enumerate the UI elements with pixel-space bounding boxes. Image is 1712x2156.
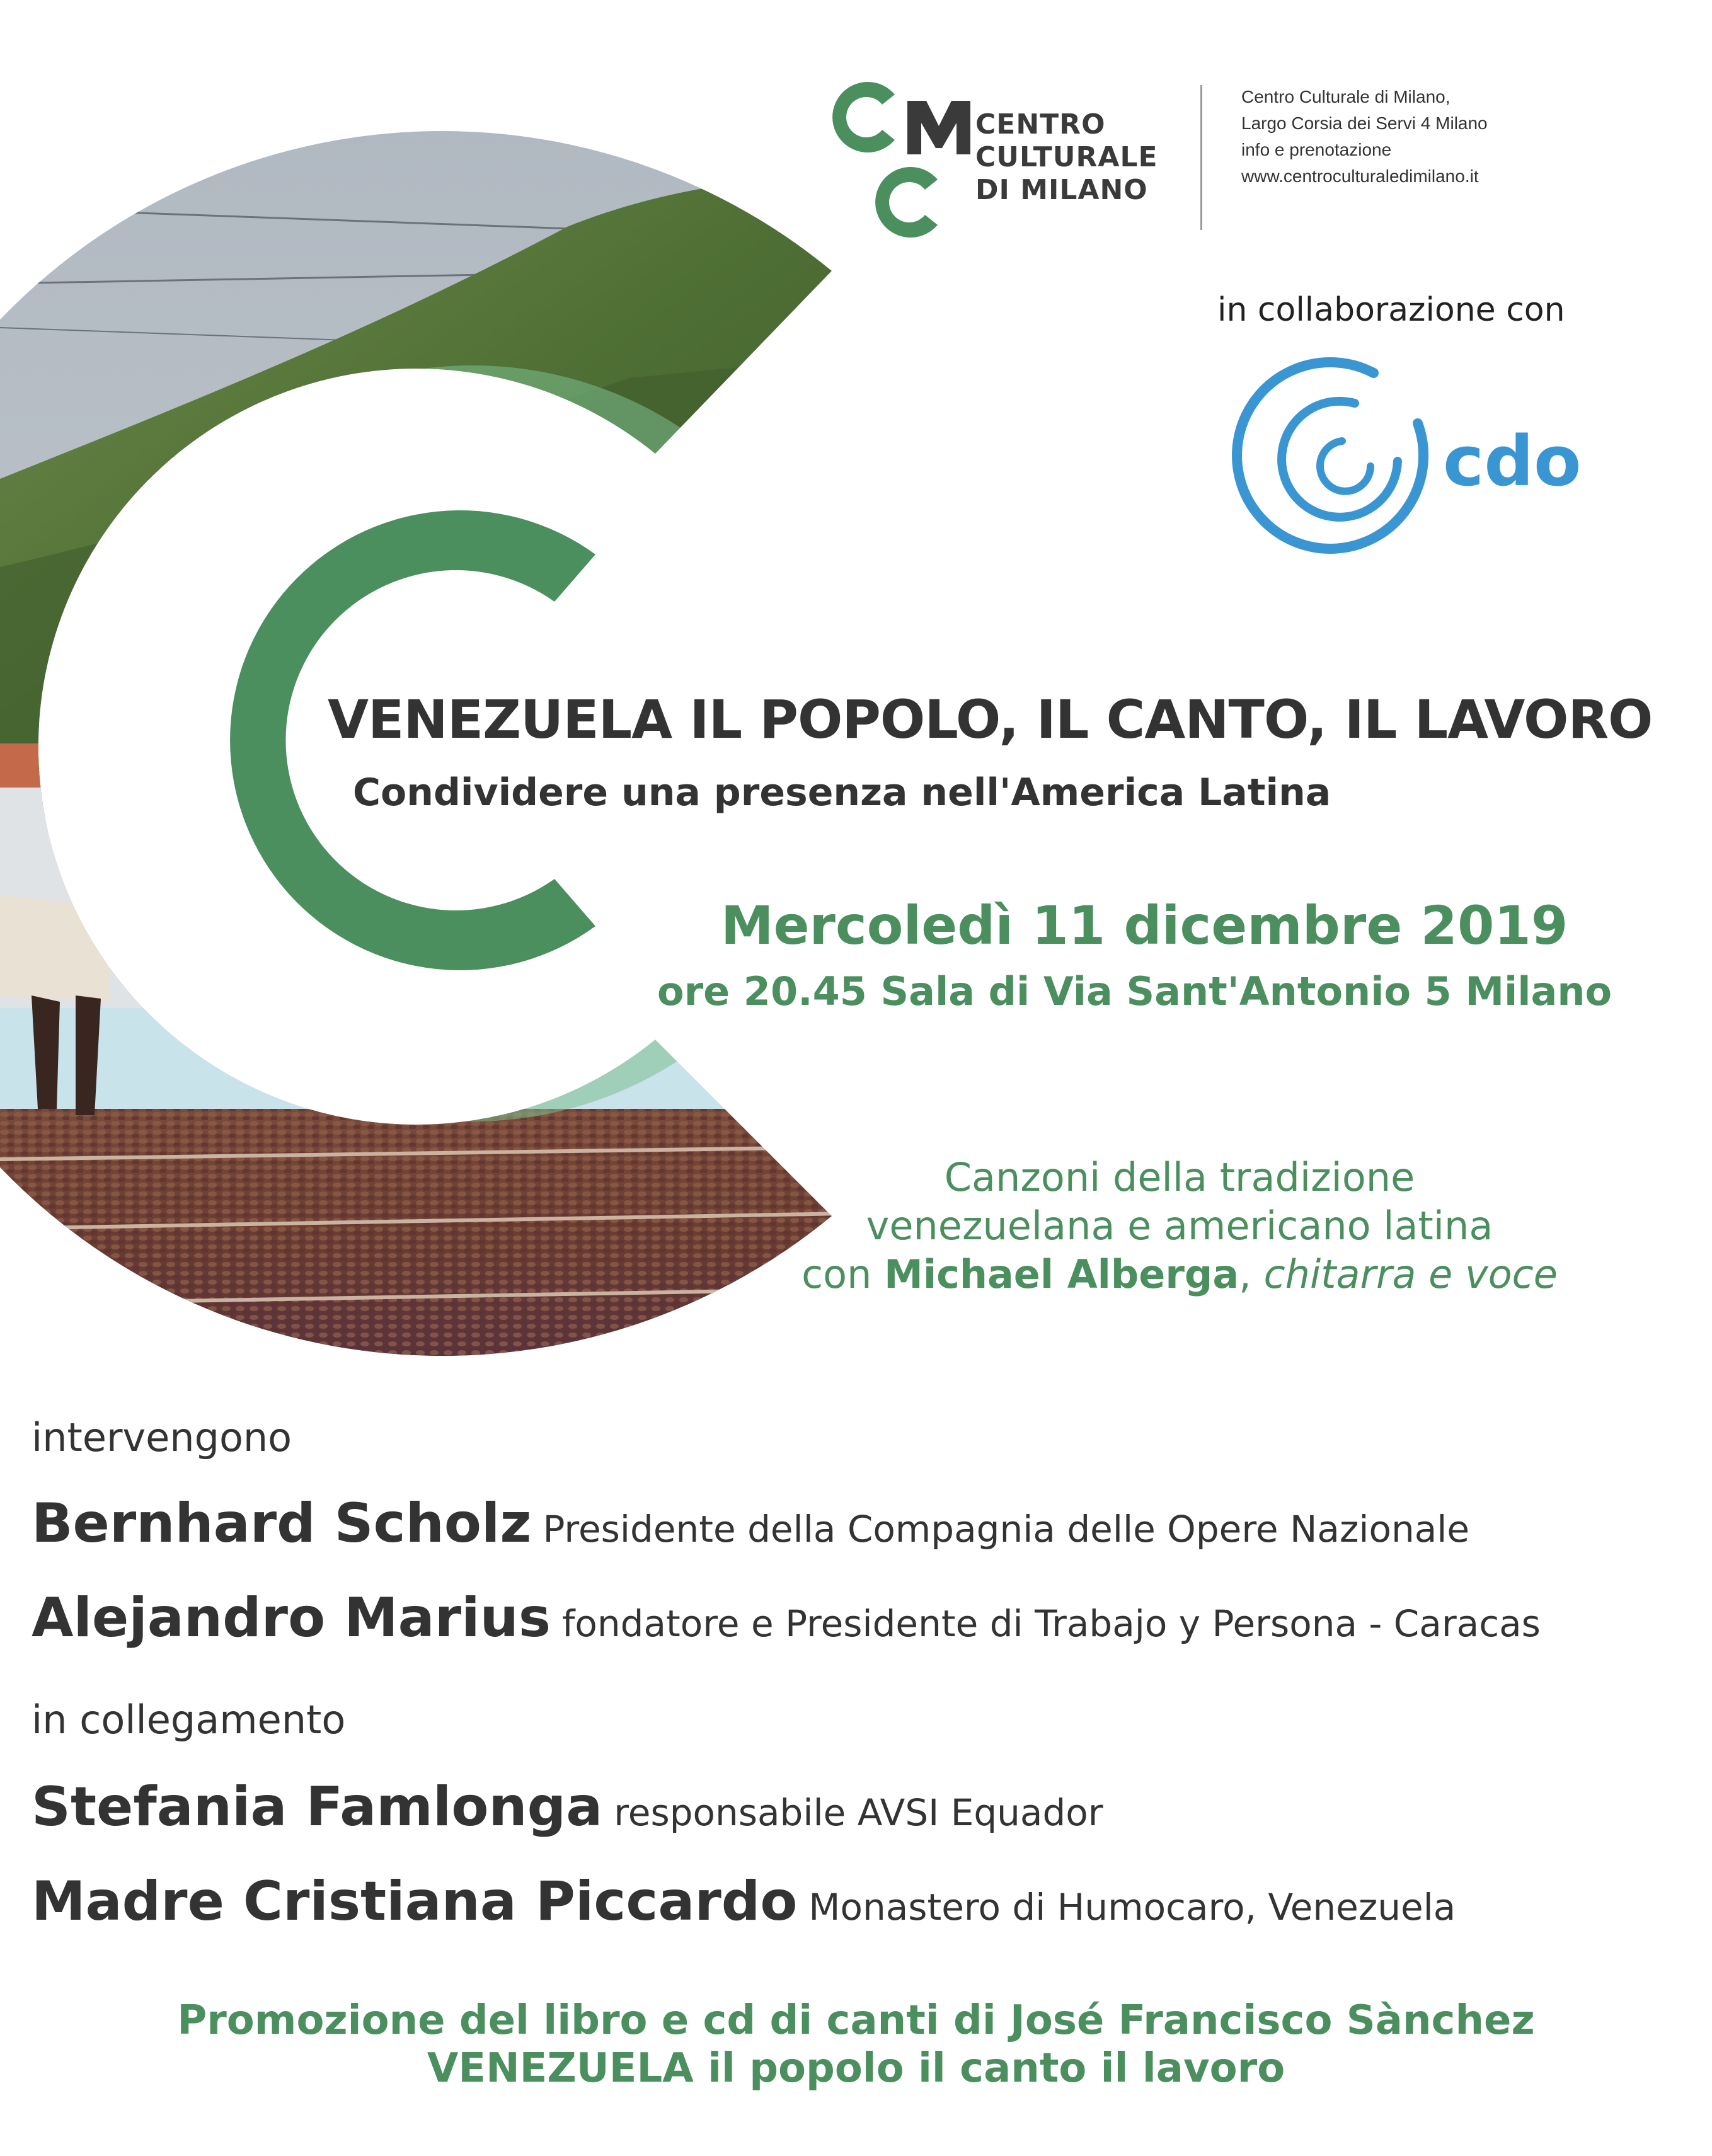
event-date: Mercoledì 11 dicembre 2019 <box>721 895 1568 956</box>
org-name-line-2: CULTURALE <box>975 141 1158 173</box>
speaker-name: Bernhard Scholz <box>32 1492 532 1555</box>
music-line-1: Canzoni della tradizione <box>944 1154 1415 1200</box>
promo-line-2: VENEZUELA il popolo il canto il lavoro <box>427 2045 1285 2092</box>
event-title: VENEZUELA IL POPOLO, IL CANTO, IL LAVORO <box>328 689 1653 750</box>
speaker-row <box>32 1492 1469 1555</box>
header-divider <box>1200 85 1202 230</box>
speaker-row <box>32 1775 1103 1838</box>
event-subtitle: Condividere una presenza nell'America Latina <box>353 771 1331 815</box>
partner-logo-text: cdo <box>1443 421 1582 502</box>
intervene-label: intervengono <box>32 1414 292 1460</box>
speaker-role: responsabile AVSI Equador <box>614 1791 1103 1834</box>
speaker-role: Monastero di Humocaro, Venezuela <box>808 1886 1456 1929</box>
contact-website[interactable]: www.centroculturaledimilano.it <box>1241 166 1479 186</box>
music-line-3 <box>738 1250 1621 1299</box>
speaker-name: Madre Cristiana Piccardo <box>32 1870 798 1933</box>
music-line-2: venezuelana e americano latina <box>866 1203 1493 1249</box>
speaker-row <box>32 1870 1456 1933</box>
contact-line-2: Largo Corsia dei Servi 4 Milano <box>1241 113 1488 133</box>
promo-line-1: Promozione del libro e cd di canti di José Francisco Sànchez <box>177 1997 1535 2044</box>
speaker-name: Alejandro Marius <box>32 1586 551 1649</box>
org-name-line-3: DI MILANO <box>975 174 1148 206</box>
contact-line-3: info e prenotazione <box>1241 140 1392 159</box>
org-name-line-1: CENTRO <box>975 108 1106 140</box>
music-description <box>738 1153 1621 1299</box>
cmc-logo <box>832 82 970 238</box>
performer-separator: , <box>1239 1251 1264 1297</box>
speaker-role: fondatore e Presidente di Trabajo y Persona - Caracas <box>562 1602 1541 1645</box>
speaker-role: Presidente della Compagnia delle Opere Nazionale <box>543 1508 1470 1551</box>
speaker-name: Stefania Famlonga <box>32 1775 603 1838</box>
music-prefix: con <box>801 1251 885 1297</box>
speaker-row <box>32 1586 1541 1649</box>
performer-name: Michael Alberga <box>884 1251 1239 1297</box>
event-time-place: ore 20.45 Sala di Via Sant'Antonio 5 Milano <box>657 968 1612 1014</box>
performer-role: chitarra e voce <box>1263 1251 1558 1297</box>
contact-line-1: Centro Culturale di Milano, <box>1241 87 1451 106</box>
collaboration-label: in collaborazione con <box>1217 291 1565 329</box>
link-label: in collegamento <box>32 1697 346 1743</box>
